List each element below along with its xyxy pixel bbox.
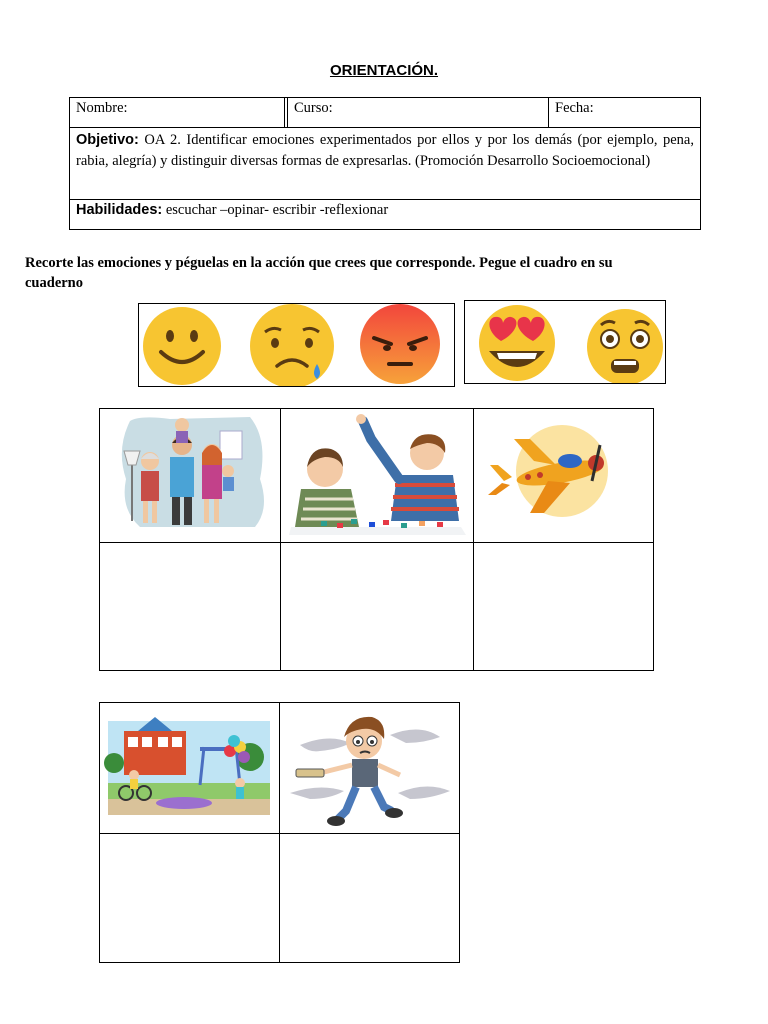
family-image [100, 409, 280, 542]
scared-boy-image [280, 703, 459, 833]
fecha-label: Fecha: [555, 100, 594, 116]
nombre-label: Nombre: [76, 100, 128, 116]
habilidades-text: escuchar –opinar- escribir -reflexionar [165, 202, 389, 218]
objetivo-label: Objetivo: [76, 132, 139, 148]
love-eyes-emoji-icon[interactable] [479, 305, 555, 381]
curso-label: Curso: [294, 100, 333, 116]
habilidades-cell [70, 200, 701, 230]
scene-playground-cell [100, 703, 280, 834]
instruction-text: Recorte las emociones y péguelas en la acción que crees que corresponde. Pegue el cuadro en su cuaderno [25, 255, 613, 291]
scene-children-fighting-cell [281, 409, 474, 543]
paste-area-playground[interactable] [100, 834, 280, 963]
header-table [69, 97, 701, 230]
paste-area-airplane[interactable] [474, 543, 654, 671]
activity-grid-2 [99, 702, 460, 963]
emotions-box-1 [138, 303, 455, 387]
scene-scared-boy-cell [280, 703, 460, 834]
paste-area-children-fighting[interactable] [281, 543, 474, 671]
activity-grid-1 [99, 408, 654, 671]
emotions-box-2 [464, 300, 666, 384]
surprised-emoji-icon[interactable] [587, 309, 663, 383]
page-title: ORIENTACIÓN. [329, 62, 439, 79]
airplane-image [474, 409, 653, 542]
objetivo-cell [70, 128, 701, 200]
fecha-cell[interactable] [549, 98, 701, 128]
scene-family-cell [100, 409, 281, 543]
paste-area-family[interactable] [100, 543, 281, 671]
objetivo-text: OA 2. Identificar emociones experimentados por ellos y por los demás (por ejemplo, pena, rabia, alegría) y distinguir diversas formas de expresarlas. (Promoción Desarrollo Socioemocional) [76, 132, 694, 169]
scene-airplane-cell [474, 409, 654, 543]
habilidades-label: Habilidades: [76, 202, 163, 218]
curso-cell[interactable] [288, 98, 549, 128]
happy-emoji-icon[interactable] [143, 307, 221, 385]
nombre-cell[interactable] [70, 98, 285, 128]
playground-image [100, 703, 279, 833]
sad-emoji-icon[interactable] [250, 304, 334, 386]
children-fighting-image [281, 409, 473, 542]
angry-emoji-icon[interactable] [360, 304, 440, 384]
paste-area-scared-boy[interactable] [280, 834, 460, 963]
